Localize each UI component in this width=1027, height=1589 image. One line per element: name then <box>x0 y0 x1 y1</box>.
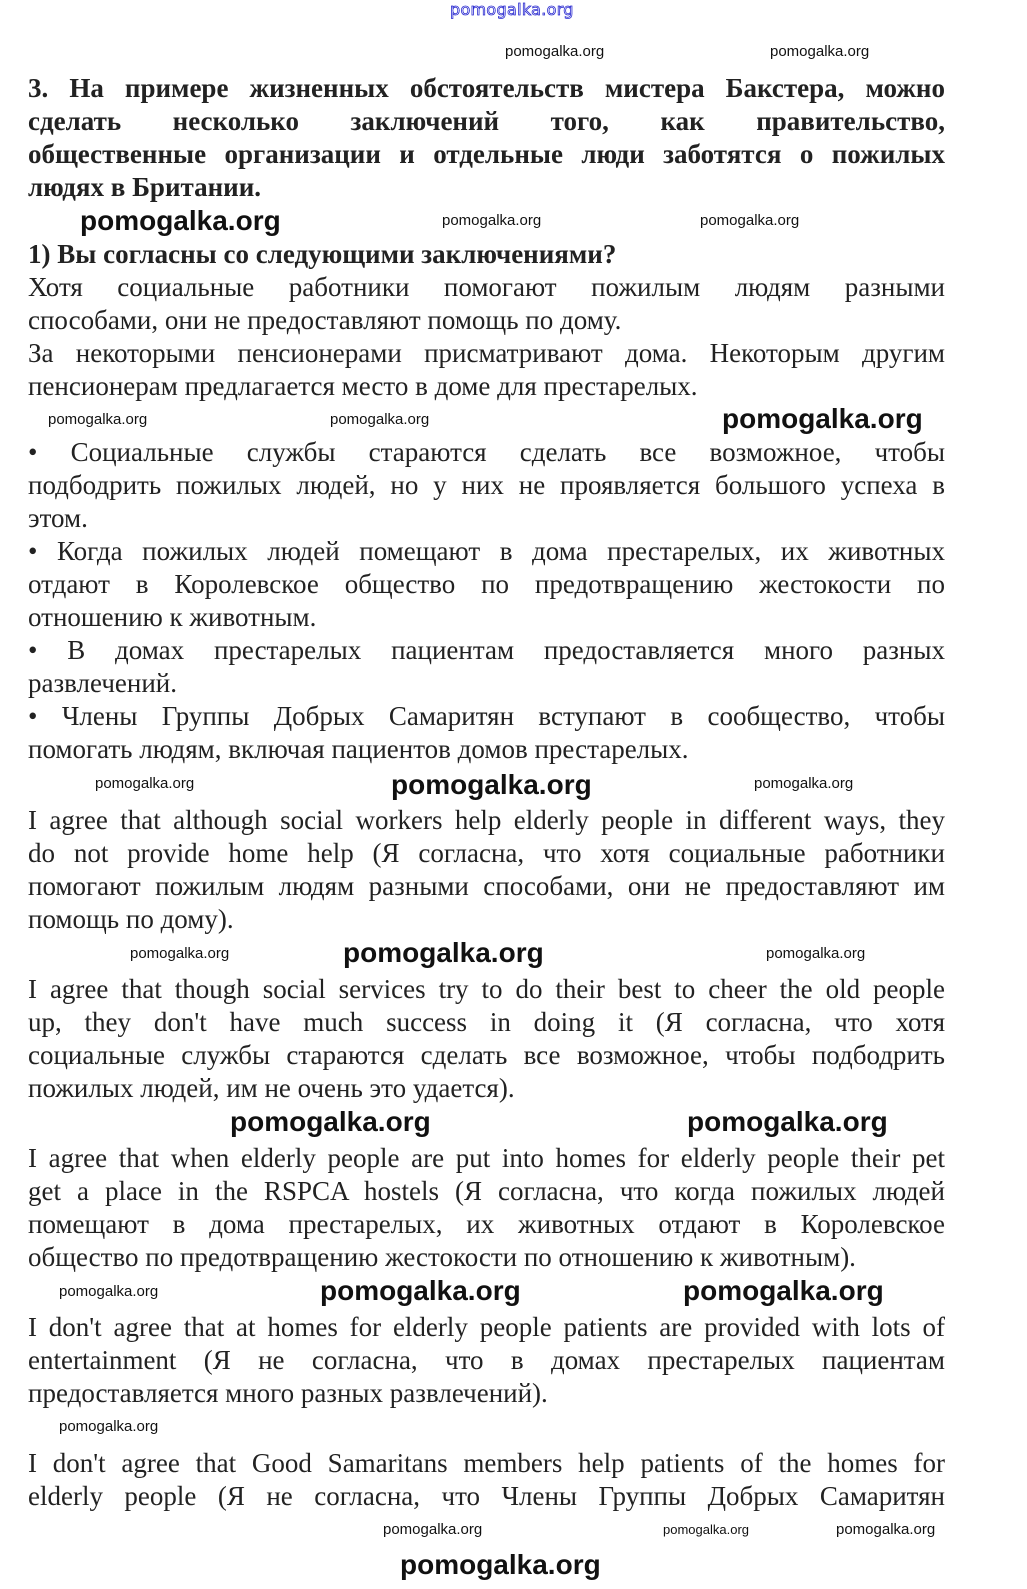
text-line: пенсионерам предлагается место в доме для престарелых. <box>28 371 698 401</box>
text-line: помещают в дома престарелых, их животных отдают в Королевское <box>28 1209 945 1239</box>
text-line: развлечений. <box>28 668 177 698</box>
text-line: I don't agree that at homes for elderly people patients are provided with lots of <box>28 1312 945 1342</box>
watermark: pomogalka.org <box>130 945 230 962</box>
text-line: общество по предотвращению жестокости по отношению к животным). <box>28 1242 856 1272</box>
paragraph <box>28 1142 945 1274</box>
text-line: entertainment (Я не согласна, что в домах престарелых пациентам <box>28 1345 945 1375</box>
text-line: За некоторыми пенсионерами присматривают дома. Некоторым другим <box>28 338 945 368</box>
watermark: pomogalka.org <box>48 411 148 428</box>
text-line: I agree that when elderly people are put into homes for elderly people their pet <box>28 1143 945 1173</box>
text-line: get a place in the RSPCA hostels (Я согласна, что когда пожилых людей <box>28 1176 945 1206</box>
text-line: помогают пожилым людям разными способами, они не предоставляют им <box>28 871 945 901</box>
text-line: I agree that although social workers help elderly people in different ways, they <box>28 805 945 835</box>
watermark: pomogalka.org <box>391 769 592 800</box>
watermark: pomogalka.org <box>95 775 195 792</box>
header-watermark: pomogalka.org <box>450 0 574 19</box>
text-line: общественные организации и отдельные люди заботятся о пожилых <box>28 139 945 169</box>
text-line: elderly people (Я не согласна, что Члены Группы Добрых Самаритян <box>28 1481 945 1511</box>
watermark: pomogalka.org <box>59 1418 159 1435</box>
watermark: pomogalka.org <box>343 937 544 968</box>
watermark: pomogalka.org <box>230 1106 431 1137</box>
text-line: 3. На примере жизненных обстоятельств мистера Бакстера, можно <box>28 73 945 103</box>
text-line: людях в Британии. <box>28 172 262 202</box>
text-line: 1) Вы согласны со следующими заключениями? <box>28 239 617 269</box>
paragraph <box>28 1447 945 1513</box>
text-line: способами, они не предоставляют помощь по дому. <box>28 305 622 335</box>
watermark: pomogalka.org <box>400 1549 601 1580</box>
watermark: pomogalka.org <box>663 1522 749 1537</box>
text-line: • В домах престарелых пациентам предоставляется много разных <box>28 635 945 665</box>
text-line: пожилых людей, им не очень это удается). <box>28 1073 515 1103</box>
text-line: • Когда пожилых людей помещают в дома престарелых, их животных <box>28 536 945 566</box>
watermark: pomogalka.org <box>700 212 800 229</box>
watermark: pomogalka.org <box>383 1521 483 1538</box>
watermark: pomogalka.org <box>330 411 430 428</box>
text-line: • Члены Группы Добрых Самаритян вступают в сообщество, чтобы <box>28 701 945 731</box>
text-line: сделать несколько заключений того, как правительство, <box>28 106 945 136</box>
text-line: подбодрить пожилых людей, но у них не проявляется большого успеха в <box>28 470 945 500</box>
text-line: I agree that though social services try to do their best to cheer the old people <box>28 974 945 1004</box>
text-line: социальные службы стараются сделать все возможное, чтобы подбодрить <box>28 1040 945 1070</box>
watermark: pomogalka.org <box>836 1521 936 1538</box>
paragraph <box>28 271 945 337</box>
text-line: do not provide home help (Я согласна, что хотя социальные работники <box>28 838 945 868</box>
watermark: pomogalka.org <box>766 945 866 962</box>
paragraph <box>28 1311 945 1410</box>
text-line: предоставляется много разных развлечений). <box>28 1378 548 1408</box>
watermark: pomogalka.org <box>770 43 870 60</box>
text-line: отношению к животным. <box>28 602 317 632</box>
text-line: помощь по дому). <box>28 904 234 934</box>
watermark: pomogalka.org <box>80 205 281 236</box>
watermark: pomogalka.org <box>505 43 605 60</box>
watermark: pomogalka.org <box>722 403 923 434</box>
question-heading <box>28 238 945 271</box>
task-heading <box>28 72 945 204</box>
text-line: помогать людям, включая пациентов домов престарелых. <box>28 734 689 764</box>
watermark: pomogalka.org <box>683 1275 884 1306</box>
watermark: pomogalka.org <box>59 1283 159 1300</box>
paragraph <box>28 436 945 766</box>
text-line: отдают в Королевское общество по предотвращению жестокости по <box>28 569 945 599</box>
text-line: • Социальные службы стараются сделать все возможное, чтобы <box>28 437 945 467</box>
paragraph <box>28 337 945 403</box>
paragraph <box>28 804 945 936</box>
text-line: up, they don't have much success in doing it (Я согласна, что хотя <box>28 1007 945 1037</box>
text-line: этом. <box>28 503 88 533</box>
paragraph <box>28 973 945 1105</box>
watermark: pomogalka.org <box>442 212 542 229</box>
watermark: pomogalka.org <box>754 775 854 792</box>
text-line: I don't agree that Good Samaritans members help patients of the homes for <box>28 1448 945 1478</box>
text-line: Хотя социальные работники помогают пожилым людям разными <box>28 272 945 302</box>
watermark: pomogalka.org <box>687 1106 888 1137</box>
watermark: pomogalka.org <box>320 1275 521 1306</box>
